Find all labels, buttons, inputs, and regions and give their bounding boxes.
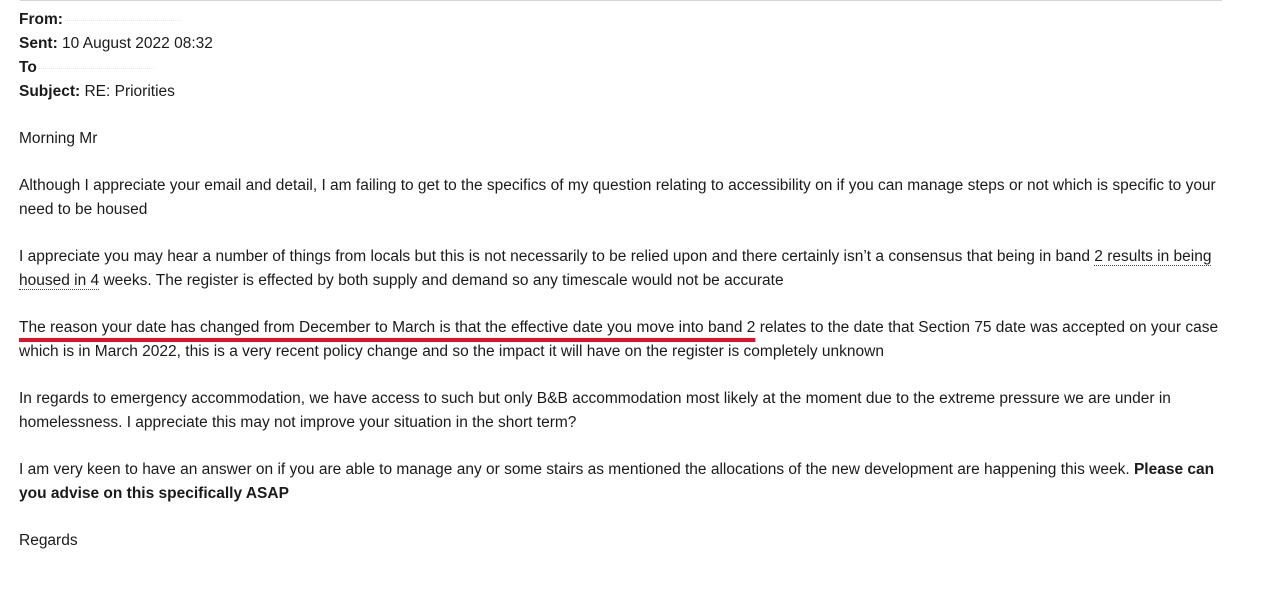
signoff: Regards xyxy=(19,532,78,549)
red-annotated-text: The reason your date has changed from December to March is that the effective date you move into band 2 xyxy=(19,319,756,336)
header-from xyxy=(19,8,1239,32)
dotted-underlined-text: 2 results in being housed in 4 xyxy=(19,248,1212,289)
paragraph-accessibility: Although I appreciate your email and detail, I am failing to get to the specifics of my question relating to accessibility on if you can manage steps or not which is specific to your need to be housed xyxy=(19,177,1216,218)
paragraph-locals-start: I appreciate you may hear a number of things from locals but this is not necessarily to be relied upon and there certainly isn’t a consensus that being in band xyxy=(19,248,1095,265)
paragraph-date-change xyxy=(19,316,1239,364)
subject-label: Subject: xyxy=(19,83,81,100)
paragraph-stairs xyxy=(19,458,1239,506)
paragraph-locals-end: weeks. The register is effected by both supply and demand so any timescale would not be accurate xyxy=(99,272,784,289)
bold-request-text: Please can you advise on this specifically ASAP xyxy=(19,461,1215,502)
from-label: From: xyxy=(19,11,63,28)
greeting: Morning Mr xyxy=(19,130,98,147)
subject-value: RE: Priorities xyxy=(80,83,175,100)
email-message xyxy=(19,8,1239,553)
to-redacted xyxy=(39,67,154,69)
header-sent xyxy=(19,32,1239,56)
top-divider xyxy=(20,0,1222,1)
from-redacted xyxy=(65,19,180,21)
sent-label: Sent: xyxy=(19,35,58,52)
paragraph-stairs-text: I am very keen to have an answer on if you are able to manage any or some stairs as mentioned the allocations of the new development are happening this week. xyxy=(19,461,1134,478)
paragraph-emergency-accommodation: In regards to emergency accommodation, we have access to such but only B&B accommodation most likely at the moment due to the extreme pressure we are under in homelessness. I appreciate this may not improve your situation in the short term? xyxy=(19,390,1171,431)
paragraph-locals xyxy=(19,245,1239,293)
to-label: To xyxy=(19,59,37,76)
sent-value: 10 August 2022 08:32 xyxy=(57,35,213,52)
header-subject xyxy=(19,80,1239,104)
paragraph-date-change-rest: relates to the date that Section 75 date was accepted on your case which is in March 2022, this is a very recent policy change and so the impact it will have on the register is completely unknown xyxy=(19,319,1219,360)
header-to xyxy=(19,56,1239,80)
